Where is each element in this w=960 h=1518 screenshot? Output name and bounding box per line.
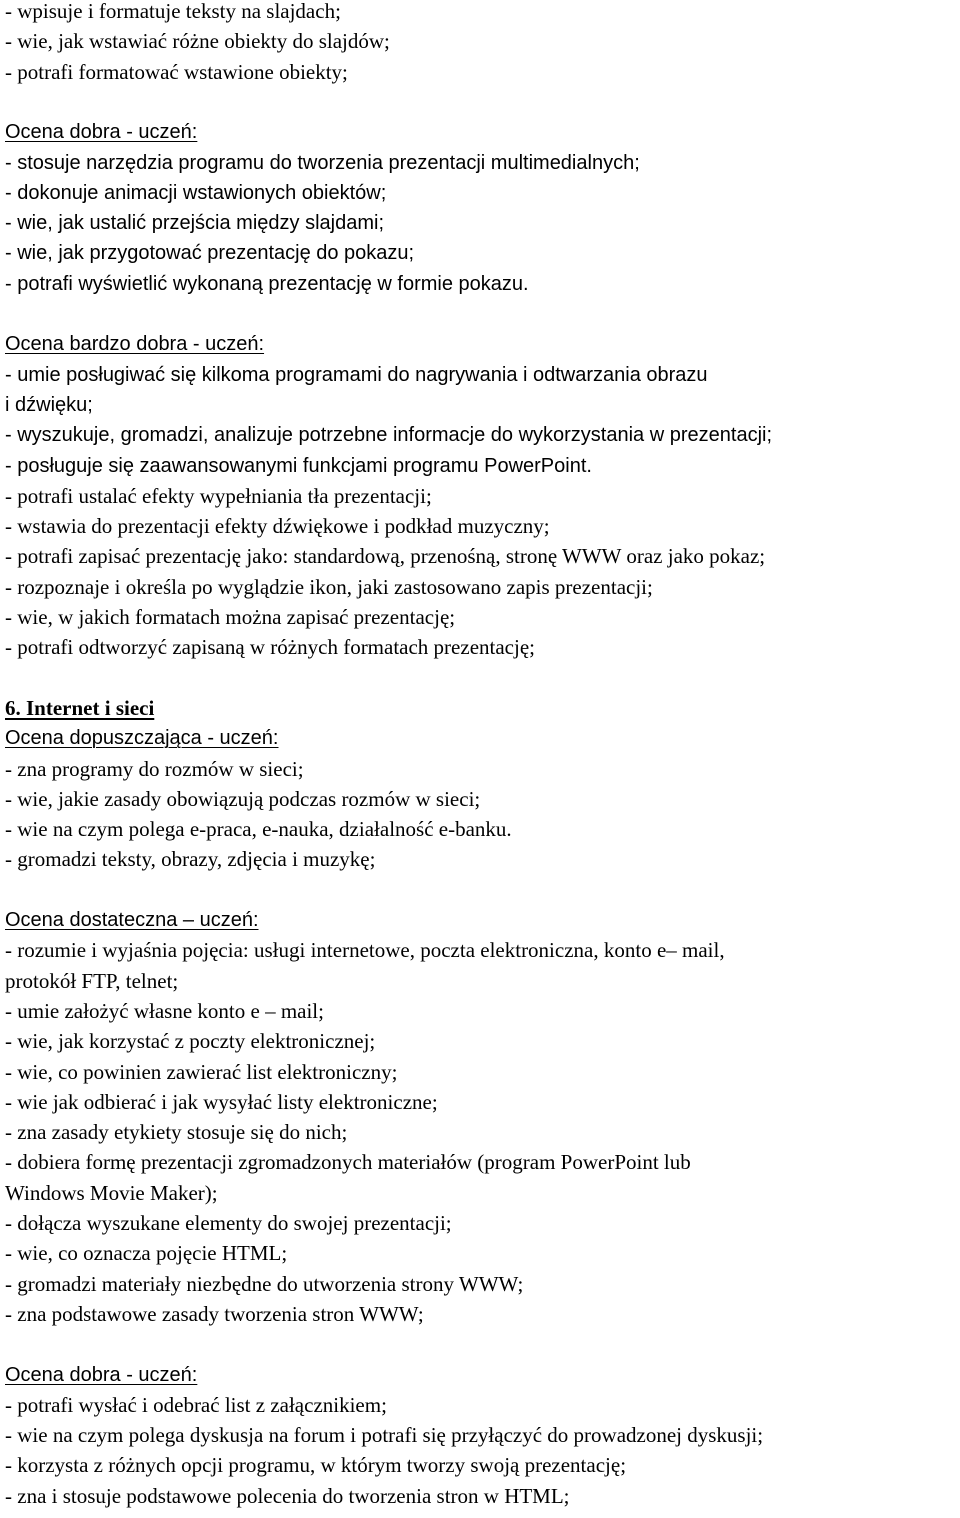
text-line: - wyszukuje, gromadzi, analizuje potrzebne informacje do wykorzystania w prezentacji; [5, 424, 773, 447]
section-heading: 6. Internet i sieci [5, 695, 155, 720]
grade-heading: Ocena dopuszczająca - uczeń: [5, 727, 279, 750]
text-line: - wie, w jakich formatach można zapisać prezentację; [5, 605, 456, 629]
text-line: - wie, co powinien zawierać list elektroniczny; [5, 1059, 398, 1084]
text-line: - potrafi wysłać i odebrać list z załącznikiem; [5, 1392, 387, 1417]
text-line: - gromadzi materiały niezbędne do utworzenia strony WWW; [5, 1271, 524, 1296]
text-line: - posługuje się zaawansowanymi funkcjami programu PowerPoint. [5, 454, 592, 477]
text-line: - umie posługiwać się kilkoma programami do nagrywania i odtwarzania obrazu [5, 363, 708, 386]
text-line: - stosuje narzędzia programu do tworzenia prezentacji multimedialnych; [5, 151, 640, 174]
grade-heading: Ocena dobra - uczeń: [5, 121, 198, 144]
text-line: - rozumie i wyjaśnia pojęcia: usługi internetowe, poczta elektroniczna, konto e– mail, [5, 938, 725, 963]
text-line: - wie, jak przygotować prezentację do pokazu; [5, 242, 415, 265]
text-line: - wie, co oznacza pojęcie HTML; [5, 1241, 288, 1266]
text-line: - wie jak odbierać i jak wysyłać listy elektroniczne; [5, 1089, 438, 1114]
text-line: - wie, jak ustalić przejścia między slajdami; [5, 212, 385, 235]
text-line: - potrafi odtworzyć zapisaną w różnych formatach prezentację; [5, 635, 535, 660]
text-line: - dobiera formę prezentacji zgromadzonych materiałów (program PowerPoint lub [5, 1150, 691, 1175]
text-line: - korzysta z różnych opcji programu, w którym tworzy swoją prezentację; [5, 1453, 627, 1478]
text-line: - wie na czym polega e-praca, e-nauka, działalność e-banku. [5, 817, 512, 842]
text-line: - zna podstawowe zasady tworzenia stron WWW; [5, 1301, 424, 1326]
grade-heading: Ocena dobra - uczeń: [5, 1363, 198, 1386]
text-line: - potrafi ustalać efekty wypełniania tła prezentacji; [5, 483, 432, 508]
grade-heading: Ocena dostateczna – uczeń: [5, 909, 259, 931]
text-line: - wpisuje i formatuje teksty na slajdach; [5, 0, 341, 23]
text-line: - umie założyć własne konto e – mail; [5, 998, 324, 1023]
text-line: - gromadzi teksty, obrazy, zdjęcia i muzykę; [5, 847, 376, 872]
text-line: - dokonuje animacji wstawionych obiektów; [5, 181, 387, 204]
text-line: - wie, jak wstawiać różne obiekty do slajdów; [5, 29, 390, 54]
grade-heading: Ocena bardzo dobra - uczeń: [5, 333, 265, 356]
text-line: protokół FTP, telnet; [5, 968, 179, 993]
text-line: - zna programy do rozmów w sieci; [5, 756, 304, 781]
text-line: - wstawia do prezentacji efekty dźwiękowe i podkład muzyczny; [5, 514, 550, 539]
text-line: - wie na czym polega dyskusja na forum i potrafi się przyłączyć do prowadzonej dyskusji; [5, 1423, 764, 1448]
text-line: - zna zasady etykiety stosuje się do nich; [5, 1120, 348, 1145]
text-line: - potrafi zapisać prezentację jako: standardową, przenośną, stronę WWW oraz jako pokaz; [5, 544, 766, 569]
text-line: i dźwięku; [5, 393, 93, 416]
text-line: - potrafi formatować wstawione obiekty; [5, 59, 348, 84]
text-line: - rozpoznaje i określa po wyglądzie ikon, jaki zastosowano zapis prezentacji; [5, 574, 653, 599]
text-line: - dołącza wyszukane elementy do swojej prezentacji; [5, 1211, 452, 1235]
text-line: Windows Movie Maker); [5, 1180, 218, 1205]
text-line: - potrafi wyświetlić wykonaną prezentację w formie pokazu. [5, 272, 529, 295]
text-line: - zna i stosuje podstawowe polecenia do tworzenia stron w HTML; [5, 1483, 570, 1508]
text-line: - wie, jak korzystać z poczty elektronicznej; [5, 1029, 376, 1054]
text-line: - wie, jakie zasady obowiązują podczas rozmów w sieci; [5, 786, 481, 811]
